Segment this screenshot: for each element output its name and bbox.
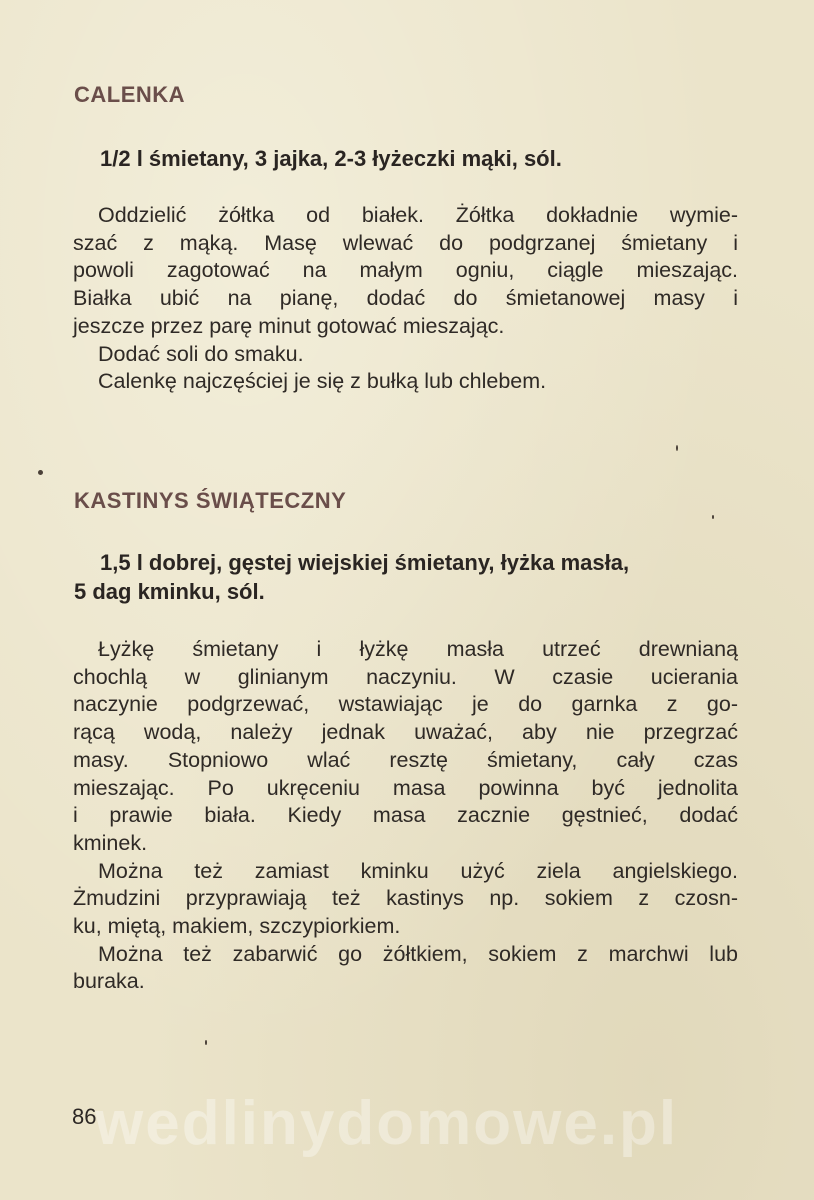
body-line: chochlą w glinianym naczyniu. W czasie ucierania xyxy=(73,664,738,689)
body-line: i prawie biała. Kiedy masa zacznie gęstnieć, dodać xyxy=(73,803,738,828)
body-line: ku, miętą, makiem, szczypiorkiem. xyxy=(73,914,401,939)
body-line: Białka ubić na pianę, dodać do śmietanowej masy i xyxy=(73,286,738,311)
recipe-ingredients-calenka: 1/2 l śmietany, 3 jajka, 2-3 łyżeczki mąki, sól. xyxy=(100,146,562,171)
body-line: mieszając. Po ukręceniu masa powinna być jednolita xyxy=(73,775,738,800)
body-line: jeszcze przez parę minut gotować mieszając. xyxy=(73,313,505,338)
print-speck xyxy=(38,470,43,475)
body-line: powoli zagotować na małym ogniu, ciągle mieszając. xyxy=(73,258,738,283)
print-speck xyxy=(712,515,714,519)
body-line: rącą wodą, należy jednak uważać, aby nie przegrzać xyxy=(73,720,738,745)
body-line: Calenkę najczęściej je się z bułką lub chlebem. xyxy=(98,369,547,394)
watermark: wedlinydomowe.pl xyxy=(95,1089,679,1158)
body-line: Oddzielić żółtka od białek. Żółtka dokładnie wymie- xyxy=(98,203,738,227)
body-line: Można też zamiast kminku użyć ziela angielskiego. xyxy=(98,858,738,883)
body-line: masy. Stopniowo wlać resztę śmietany, cały czas xyxy=(73,747,738,772)
body-line: szać z mąką. Masę wlewać do podgrzanej śmietany i xyxy=(73,230,738,255)
body-line: buraka. xyxy=(73,969,145,994)
recipe-body-kastinys xyxy=(73,636,738,996)
ingredients-line: 1,5 l dobrej, gęstej wiejskiej śmietany, łyżka masła, xyxy=(100,550,630,575)
ingredients-line: 5 dag kminku, sól. xyxy=(74,579,265,604)
body-line: Łyżkę śmietany i łyżkę masła utrzeć drewnianą xyxy=(98,637,738,661)
recipe-body-calenka xyxy=(73,202,738,396)
body-line: Można też zabarwić go żółtkiem, sokiem z marchwi lub xyxy=(98,941,738,966)
print-speck xyxy=(676,445,678,451)
body-line: kminek. xyxy=(73,830,148,855)
page-number: 86 xyxy=(72,1104,97,1129)
body-line: Żmudzini przyprawiają też kastinys np. sokiem z czosn- xyxy=(73,886,738,911)
recipe-title-calenka: CALENKA xyxy=(74,82,186,107)
recipe-title-kastinys: KASTINYS ŚWIĄTECZNY xyxy=(74,488,347,513)
body-line: Dodać soli do smaku. xyxy=(98,341,304,366)
recipe-ingredients-kastinys xyxy=(74,548,760,606)
body-line: naczynie podgrzewać, wstawiając je do garnka z go- xyxy=(73,692,738,717)
print-speck xyxy=(205,1040,207,1045)
